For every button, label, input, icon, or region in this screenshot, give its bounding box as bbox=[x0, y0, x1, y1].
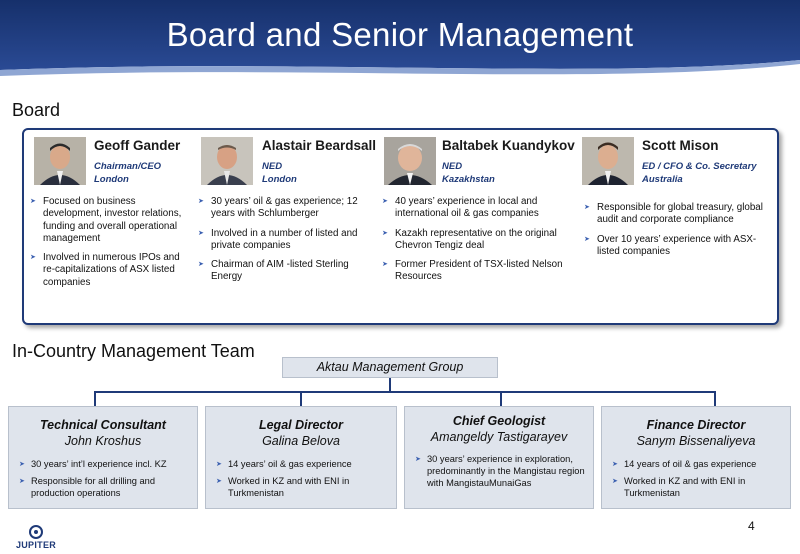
bullet-item: ➤ Worked in KZ and with ENI in Turkmenistan bbox=[216, 476, 390, 500]
page-number: 4 bbox=[748, 519, 755, 533]
member-photo bbox=[201, 137, 253, 185]
bullet-item: ➤ Involved in a number of listed and private companies bbox=[198, 228, 376, 253]
page-title: Board and Senior Management bbox=[166, 16, 634, 53]
member-bullets bbox=[30, 196, 192, 296]
team-member-box bbox=[205, 406, 397, 509]
team-role: Chief Geologist bbox=[452, 414, 546, 428]
bullet-item: ➤ Responsible for all drilling and production operations bbox=[19, 476, 191, 500]
board-section-label: Board bbox=[12, 100, 61, 120]
team-bullets bbox=[19, 459, 191, 504]
bullet-item: ➤ 30 years’ experience in exploration, predominantly in the Mangistau region with MangistauMunaiGas bbox=[415, 454, 587, 489]
member-role: NED bbox=[442, 161, 463, 172]
org-connector-line bbox=[389, 378, 391, 392]
bullet-item: ➤ Over 10 years’ experience with ASX-listed companies bbox=[584, 234, 770, 259]
member-location: Kazakhstan bbox=[442, 174, 495, 185]
member-name: Alastair Beardsall bbox=[262, 138, 377, 153]
team-member-box bbox=[404, 406, 594, 509]
member-location: Australia bbox=[642, 174, 683, 185]
team-bullets bbox=[612, 459, 784, 504]
logo-text: JUPITER bbox=[15, 540, 57, 550]
member-location: London bbox=[262, 174, 297, 185]
member-bullets bbox=[198, 196, 376, 291]
member-bullets bbox=[382, 196, 578, 291]
org-connector-line bbox=[94, 391, 716, 393]
member-role: ED / CFO & Co. Secretary bbox=[642, 161, 757, 172]
org-connector-line bbox=[94, 391, 96, 406]
header-banner bbox=[0, 0, 800, 82]
bullet-item: ➤ 14 years of oil & gas experience bbox=[612, 459, 784, 471]
bullet-item: ➤ Former President of TSX-listed Nelson Resources bbox=[382, 259, 578, 284]
aktau-group-box: Aktau Management Group bbox=[282, 357, 498, 378]
member-name: Scott Mison bbox=[642, 138, 719, 153]
board-member-card bbox=[576, 130, 776, 320]
bullet-item: ➤ Responsible for global treasury, global audit and corporate compliance bbox=[584, 202, 770, 227]
team-role: Legal Director bbox=[258, 418, 344, 432]
bullet-item: ➤ Involved in numerous IPOs and re-capitalizations of ASX listed companies bbox=[30, 252, 192, 289]
bullet-item: ➤ Chairman of AIM -listed Sterling Energy bbox=[198, 259, 376, 284]
team-bullets bbox=[216, 459, 390, 504]
team-name: Amangeldy Tastigarayev bbox=[430, 430, 568, 444]
team-name: Galina Belova bbox=[262, 434, 340, 448]
org-connector-line bbox=[500, 391, 502, 406]
team-role: Technical Consultant bbox=[40, 418, 166, 432]
member-photo bbox=[582, 137, 634, 185]
team-bullets bbox=[415, 454, 587, 494]
bullet-item: ➤ 40 years’ experience in local and international oil & gas companies bbox=[382, 196, 578, 221]
member-name: Baltabek Kuandykov bbox=[442, 138, 575, 153]
in-country-section-label: In-Country Management Team bbox=[12, 341, 255, 361]
member-location: London bbox=[94, 174, 129, 185]
member-photo bbox=[34, 137, 86, 185]
board-member-card bbox=[374, 130, 584, 320]
board-member-card bbox=[24, 130, 202, 320]
bullet-item: ➤ Focused on business development, investor relations, funding and overall operational management bbox=[30, 196, 192, 245]
member-role: NED bbox=[262, 161, 283, 172]
bullet-item: ➤ Kazakh representative on the original Chevron Tengiz deal bbox=[382, 228, 578, 253]
bullet-item: ➤ 14 years’ oil & gas experience bbox=[216, 459, 390, 471]
board-member-card bbox=[190, 130, 380, 320]
board-panel bbox=[22, 128, 779, 325]
team-name: John Kroshus bbox=[64, 434, 142, 448]
org-connector-line bbox=[300, 391, 302, 406]
bullet-item: ➤ 30 years’ oil & gas experience; 12 years with Schlumberger bbox=[198, 196, 376, 221]
org-connector-line bbox=[714, 391, 716, 406]
team-member-box bbox=[601, 406, 791, 509]
member-role: Chairman/CEO bbox=[94, 161, 162, 172]
team-name: Sanym Bissenaliyeva bbox=[636, 434, 756, 448]
member-photo bbox=[384, 137, 436, 185]
jupiter-logo bbox=[4, 524, 68, 552]
team-member-box bbox=[8, 406, 198, 509]
team-role: Finance Director bbox=[646, 418, 746, 432]
bullet-item: ➤ 30 years’ int’l experience incl. KZ bbox=[19, 459, 191, 471]
bullet-item: ➤ Worked in KZ and with ENI in Turkmenistan bbox=[612, 476, 784, 500]
member-name: Geoff Gander bbox=[94, 138, 181, 153]
member-bullets bbox=[584, 202, 770, 265]
